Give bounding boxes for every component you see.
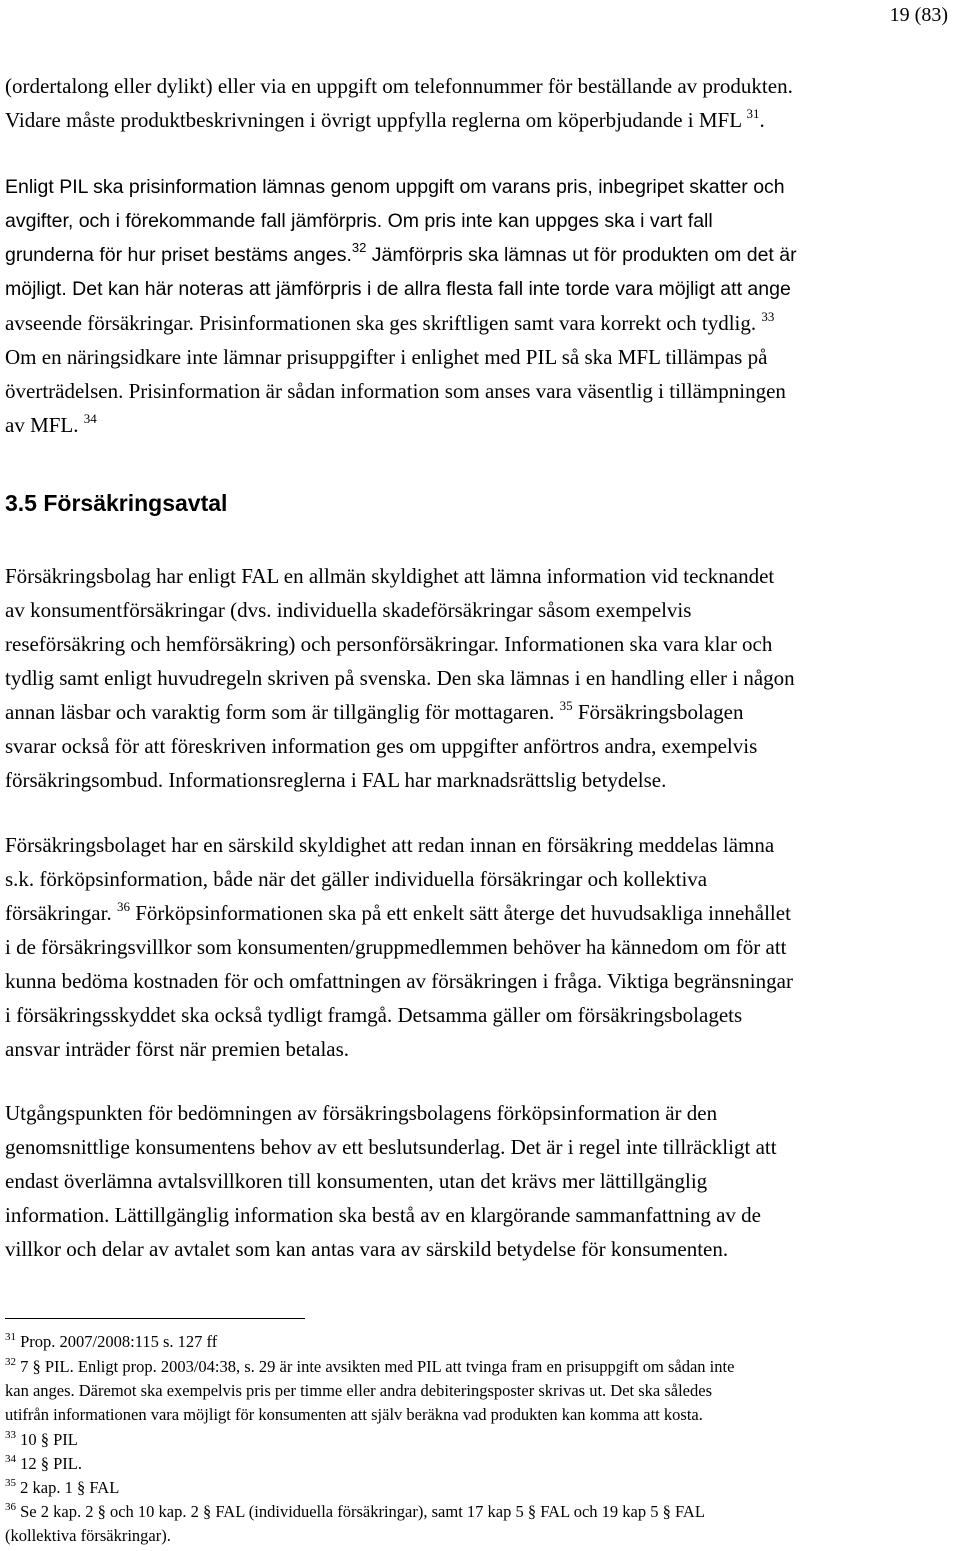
footnote-32: $^{32}$ 7 § PIL. Enligt prop. 2003/04:38, s. 29 är inte avsikten med PIL att tvinga fram en prisuppgift om sådan inte [5,1356,735,1376]
footnote-ref-31[interactable]: 31 [746,106,760,121]
footnote-36-line2: (kollektiva försäkringar). [5,1526,171,1545]
para3-line3: reseförsäkring och hemförsäkring) och personförsäkringar. Informationen ska vara klar och [5,632,773,656]
para4-line5: kunna bedöma kostnaden för och omfattningen av försäkringen i fråga. Viktiga begränsningar [5,969,793,993]
section-heading: 3.5 Försäkringsavtal [5,490,228,516]
para2-line2: avgifter, och i förekommande fall jämförpris. Om pris inte kan uppges ska i vart fall [5,210,713,232]
para4-line2: s.k. förköpsinformation, både när det gäller individuella försäkringar och kollektiva [5,867,708,891]
para4-line7: ansvar inträder först när premien betalas. [5,1037,350,1061]
para2-line6: Om en näringsidkare inte lämnar prisuppgifter i enlighet med PIL så ska MFL tillämpas på [5,345,768,369]
footnote-32-line3: utifrån informationen vara möjligt för konsumenten att själv beräkna vad produkten kan komma att kosta. [5,1405,703,1424]
para5-line4: information. Lättillgänglig information ska bestå av en klargörande sammanfattning av de [5,1203,761,1227]
para2-line7: överträdelsen. Prisinformation är sådan information som anses vara väsentlig i tillämpningen [5,379,786,403]
footnote-33: $^{33}$ 10 § PIL [5,1429,78,1449]
para4-line4: i de försäkringsvillkor som konsumenten/gruppmedlemmen behöver ha kännedom om för att [5,935,787,959]
para5-line2: genomsnittlige konsumentens behov av ett beslutsunderlag. Det är i regel inte tillräckligt att [5,1135,777,1159]
para3-line5: annan läsbar och varaktig form som är tillgänglig för mottagaren. $^{35}$ Försäkringsbolagen [5,698,744,724]
para3-line2: av konsumentförsäkringar (dvs. individuella skadeförsäkringar såsom exempelvis [5,598,692,622]
footnote-ref-33[interactable]: 33 [761,309,775,324]
para4-line6: i försäkringsskyddet ska också tydligt framgå. Detsamma gäller om försäkringsbolagets [5,1003,743,1027]
para2-line3: grunderna för hur priset bestäms anges.$^{32}$ Jämförpris ska lämnas ut för produkten om det är [5,240,797,266]
para2-line8: av MFL. $^{34}$ [5,411,97,437]
para1-line2: Vidare måste produktbeskrivningen i övrigt uppfylla reglerna om köperbjudande i MFL $^{31}$. [5,106,765,132]
para5-line3: endast överlämna avtalsvillkoren till konsumenten, utan det krävs mer lättillgänglig [5,1169,708,1193]
para3-line6: svarar också för att föreskriven information ges om uppgifter anförtros andra, exempelvis [5,734,758,758]
para5-line1: Utgångspunkten för bedömningen av försäkringsbolagens förköpsinformation är den [5,1101,718,1125]
footnote-ref-34[interactable]: 34 [83,411,97,426]
para3-line4: tydlig samt enligt huvudregeln skriven på svenska. Den ska lämnas i en handling eller i någon [5,666,795,690]
footnote-32-line2: kan anges. Däremot ska exempelvis pris per timme eller andra debiteringsposter skrivas ut. Det ska således [5,1381,712,1400]
footnote-35: $^{35}$ 2 kap. 1 § FAL [5,1477,120,1497]
para4-line1: Försäkringsbolaget har en särskild skyldighet att redan innan en försäkring meddelas lämna [5,833,775,857]
footnote-36: $^{36}$ Se 2 kap. 2 § och 10 kap. 2 § FAL (individuella försäkringar), samt 17 kap 5 § FAL och 19 kap 5 § FAL [5,1501,705,1521]
para2-line1: Enligt PIL ska prisinformation lämnas genom uppgift om varans pris, inbegripet skatter och [5,176,785,198]
para2-line4: möjligt. Det kan här noteras att jämförpris i de allra flesta fall inte torde vara möjligt att ange [5,278,791,300]
footnote-ref-36[interactable]: 36 [116,899,130,914]
footnote-31: $^{31}$ Prop. 2007/2008:115 s. 127 ff [5,1331,218,1351]
page-number: 19 (83) [889,4,948,26]
footnote-34: $^{34}$ 12 § PIL. [5,1453,82,1473]
footnote-ref-35[interactable]: 35 [559,698,573,713]
para5-line5: villkor och delar av avtalet som kan antas vara av särskild betydelse för konsumenten. [5,1237,729,1261]
para2-line5: avseende försäkringar. Prisinformationen ska ges skriftligen samt vara korrekt och tydlig. $^{33}$ [5,309,775,335]
footnote-separator [5,1318,305,1319]
para3-line7: försäkringsombud. Informationsreglerna i FAL har marknadsrättslig betydelse. [5,768,667,792]
para3-line1: Försäkringsbolag har enligt FAL en allmän skyldighet att lämna information vid tecknandet [5,564,775,588]
para4-line3: försäkringar. $^{36}$ Förköpsinformationen ska på ett enkelt sätt återge det huvudsakliga innehållet [5,899,791,925]
para1-line1: (ordertalong eller dylikt) eller via en uppgift om telefonnummer för beställande av produkten. [5,74,793,98]
footnote-ref-32[interactable]: 32 [351,240,367,255]
